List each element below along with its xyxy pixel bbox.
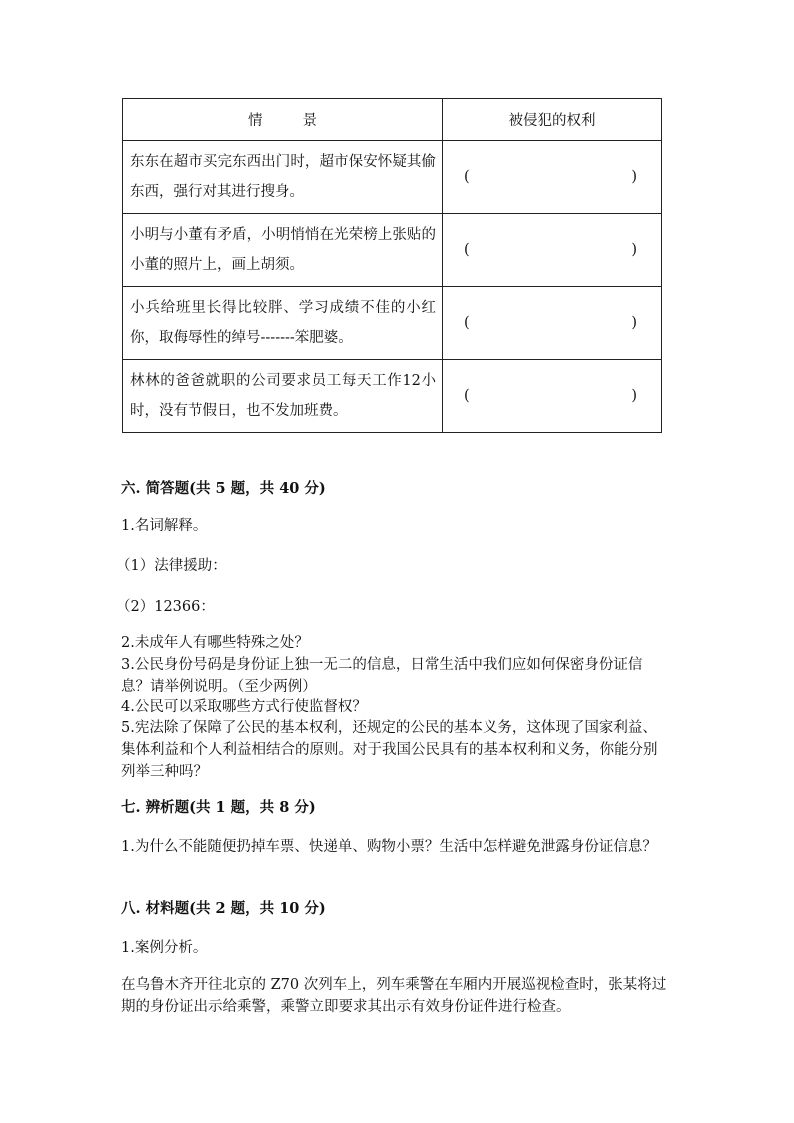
table-row [123,360,662,433]
section6-q3: 3.公民身份号码是身份证上独一无二的信息，日常生活中我们应如何保密身份证信息？请举例说明。（至少两例） [121,657,643,695]
answer-cell[interactable] [443,214,662,287]
close-paren: ) [631,315,637,331]
open-paren: ( [464,388,470,404]
scene-cell: 小兵给班里长得比较胖、学习成绩不佳的小红你，取侮辱性的绰号-------笨肥婆。 [123,287,443,360]
scene-cell: 小明与小董有矛盾，小明悄悄在光荣榜上张贴的小董的照片上，画上胡须。 [123,214,443,287]
answer-cell[interactable] [443,141,662,214]
header-scene-char-1: 情 [248,113,263,129]
table-header-row [123,99,662,141]
section8-q1: 1.案例分析。 [121,940,208,956]
section7-q1: 1.为什么不能随便扔掉车票、快递单、购物小票？生活中怎样避免泄露身份证信息？ [121,839,657,855]
scene-cell: 林林的爸爸就职的公司要求员工每天工作12小时，没有节假日，也不发加班费。 [123,360,443,433]
header-scene-char-2: 景 [302,113,317,129]
header-scene [123,99,443,141]
answer-cell[interactable] [443,360,662,433]
answer-cell[interactable] [443,287,662,360]
close-paren: ) [631,169,637,185]
scene-cell: 东东在超市买完东西出门时，超市保安怀疑其偷东西，强行对其进行搜身。 [123,141,443,214]
open-paren: ( [464,169,470,185]
section8-material: 在乌鲁木齐开往北京的 Z70 次列车上，列车乘警在车厢内开展巡视检查时，张某将过期的身份证出示给乘警，乘警立即要求其出示有效身份证件进行检查。 [121,977,667,1015]
close-paren: ) [631,388,637,404]
table-row [123,214,662,287]
open-paren: ( [464,315,470,331]
open-paren: ( [464,242,470,258]
section6-q2: 2.未成年人有哪些特殊之处？ [121,635,309,651]
close-paren: ) [631,242,637,258]
section6-heading: 六. 简答题(共 5 题，共 40 分) [121,480,326,497]
header-violated-right: 被侵犯的权利 [443,99,662,141]
section6-q1-2: （2）12366： [116,599,215,615]
section6-q4: 4.公民可以采取哪些方式行使监督权？ [121,699,367,715]
rights-table [122,98,662,433]
section6-q1: 1.名词解释。 [121,518,208,534]
section6-q5: 5.宪法除了保障了公民的基本权利，还规定的公民的基本义务，这体现了国家利益、集体利益和个人利益相结合的原则。对于我国公民具有的基本权利和义务，你能分别列举三种吗？ [121,720,658,780]
section8-heading: 八. 材料题(共 2 题，共 10 分) [121,900,326,917]
table-row [123,287,662,360]
section6-q1-1: （1）法律援助： [116,558,227,574]
section7-heading: 七. 辨析题(共 1 题，共 8 分) [121,799,316,816]
table-row [123,141,662,214]
